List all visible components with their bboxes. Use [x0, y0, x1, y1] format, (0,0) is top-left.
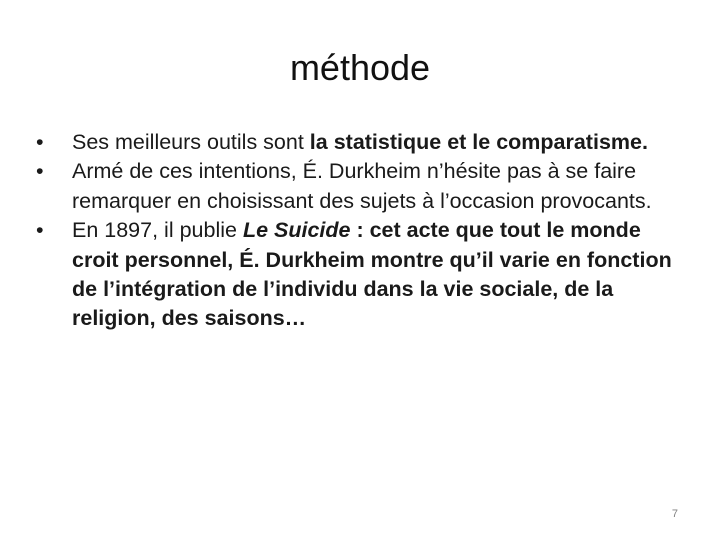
book-title-italic: Le Suicide	[242, 218, 351, 243]
bullet-text-run: En 1897, il publie	[72, 218, 243, 243]
bullet-dot-icon: •	[36, 218, 44, 243]
slide-title: méthode	[289, 47, 431, 88]
bullet-list	[36, 128, 686, 334]
bullet-dot-icon: •	[36, 130, 44, 154]
bullet-text-run-bold: : cet acte que tout le monde croit personnel, É. Durkheim montre qu’il varie en fonction de l’intégration de l’individu dans la vie sociale, de la religion, des saisons…	[72, 218, 672, 331]
bullet-item	[36, 216, 686, 334]
page-number: 7	[671, 508, 678, 520]
bullet-dot-icon: •	[36, 159, 44, 184]
bullet-text-run: Armé de ces intentions, É. Durkheim n’hésite pas à se faire remarquer en choisissant des sujets à l’occasion provocants.	[72, 159, 652, 213]
bullet-text-run-bold: la statistique et le comparatisme.	[309, 130, 648, 154]
bullet-text-run: Ses meilleurs outils sont	[72, 130, 310, 154]
bullet-item	[36, 128, 686, 157]
bullet-item	[36, 157, 686, 216]
